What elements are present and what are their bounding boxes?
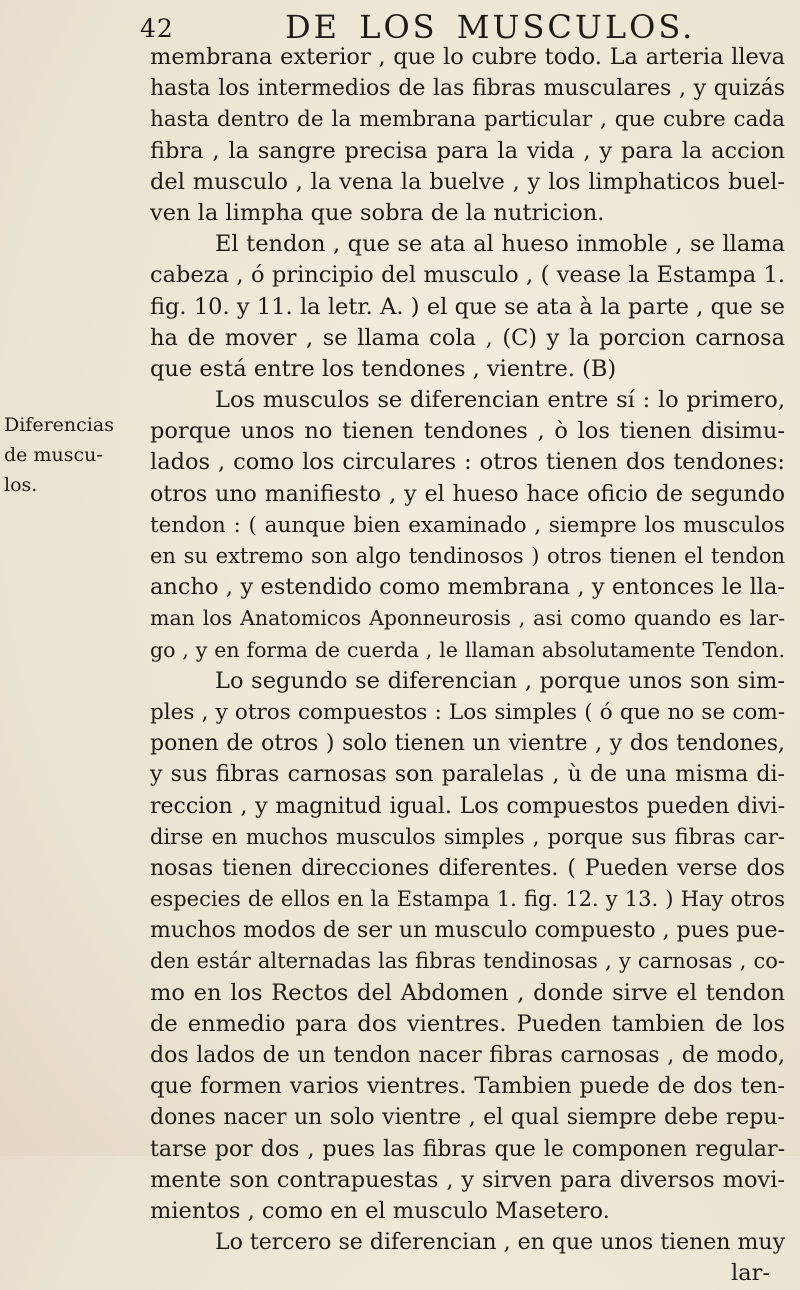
catchword: lar-: [731, 1260, 770, 1287]
text-line: hasta dentro de la membrana particular , que cubre cada: [150, 107, 785, 133]
text-line: fig. 10. y 11. la letr. A. ) el que se ata à la parte , que se: [150, 293, 785, 320]
text-line: ancho , y estendido como membrana , y entonces le lla-: [150, 574, 785, 601]
text-line: go , y en forma de cuerda , le llaman absolutamente Tendon.: [150, 637, 785, 662]
text-line: otros uno manifiesto , y el hueso hace oficio de segundo: [150, 481, 785, 507]
text-line: dirse en muchos musculos simples , porque sus fibras car-: [150, 824, 785, 849]
text-line: del musculo , la vena la buelve , y los limphaticos buel-: [150, 168, 785, 195]
text-line: que formen varios vientres. Tambien puede de dos ten-: [150, 1073, 785, 1100]
text-line: mientos , como en el musculo Masetero.: [150, 1197, 610, 1224]
text-line: en su extremo son algo tendinosos ) otros tienen el tendon: [150, 544, 785, 568]
text-line: porque unos no tienen tendones , ò los tienen disimu-: [150, 418, 785, 445]
text-line: El tendon , que se ata al hueso inmoble , se llama: [215, 231, 785, 258]
text-line: y sus fibras carnosas son paralelas , ù de una misma di-: [150, 762, 785, 788]
text-line: de enmedio para dos vientres. Pueden tambien de los: [150, 1010, 785, 1037]
text-line: tendon : ( aunque bien examinado , siempre los musculos: [150, 512, 785, 538]
text-line: ha de mover , se llama cola , (C) y la porcion carnosa: [150, 324, 785, 351]
text-line: Lo segundo se diferencian , porque unos son sim-: [215, 667, 785, 694]
text-line: lados , como los circulares : otros tienen dos tendones:: [150, 449, 785, 476]
text-line: dones nacer un solo vientre , el qual siempre debe repu-: [150, 1105, 785, 1131]
text-line: especies de ellos en la Estampa 1. fig. 12. y 13. ) Hay otros: [150, 887, 785, 912]
text-line: nosas tienen direcciones diferentes. ( Pueden verse dos: [150, 855, 785, 881]
body-text: [150, 42, 785, 1290]
text-line: membrana exterior , que lo cubre todo. La arteria lleva: [150, 44, 785, 70]
margin-note: [4, 410, 132, 500]
text-line: mente son contrapuestas , y sirven para diversos movi-: [150, 1166, 785, 1193]
text-line: reccion , y magnitud igual. Los compuestos pueden divi-: [150, 793, 785, 819]
text-line: muchos modos de ser un musculo compuesto , pues pue-: [150, 918, 785, 944]
text-line: tarse por dos , pues las fibras que le componen regular-: [150, 1136, 785, 1162]
text-line: man los Anatomicos Aponneurosis , asi como quando es lar-: [150, 606, 785, 631]
page-number: 42: [140, 14, 174, 43]
text-line: ven la limpha que sobra de la nutricion.: [150, 199, 605, 226]
text-line: Lo tercero se diferencian , en que unos tienen muy: [215, 1230, 785, 1256]
text-line: cabeza , ó principio del musculo , ( vease la Estampa 1.: [150, 262, 785, 289]
text-line: den estár alternadas las fibras tendinosas , y carnosas , co-: [150, 949, 785, 974]
text-line: Los musculos se diferencian entre sí : lo primero,: [215, 387, 785, 414]
text-line: dos lados de un tendon nacer fibras carnosas , de modo,: [150, 1043, 785, 1068]
text-line: que está entre los tendones , vientre. (B): [150, 355, 617, 382]
text-line: mo en los Rectos del Abdomen , donde sirve el tendon: [150, 979, 785, 1006]
margin-note-line: Diferencias: [4, 414, 114, 436]
margin-note-line: de muscu-: [4, 444, 103, 466]
text-line: hasta los intermedios de las fibras musculares , y quizás: [150, 76, 785, 102]
margin-note-line: los.: [4, 474, 38, 496]
text-line: ples , y otros compuestos : Los simples ( ó que no se com-: [150, 699, 785, 725]
text-line: ponen de otros ) solo tienen un vientre , y dos tendones,: [150, 731, 785, 757]
running-head: DE LOS MUSCULOS.: [285, 8, 696, 46]
text-line: fibra , la sangre precisa para la vida , y para la accion: [150, 137, 785, 164]
